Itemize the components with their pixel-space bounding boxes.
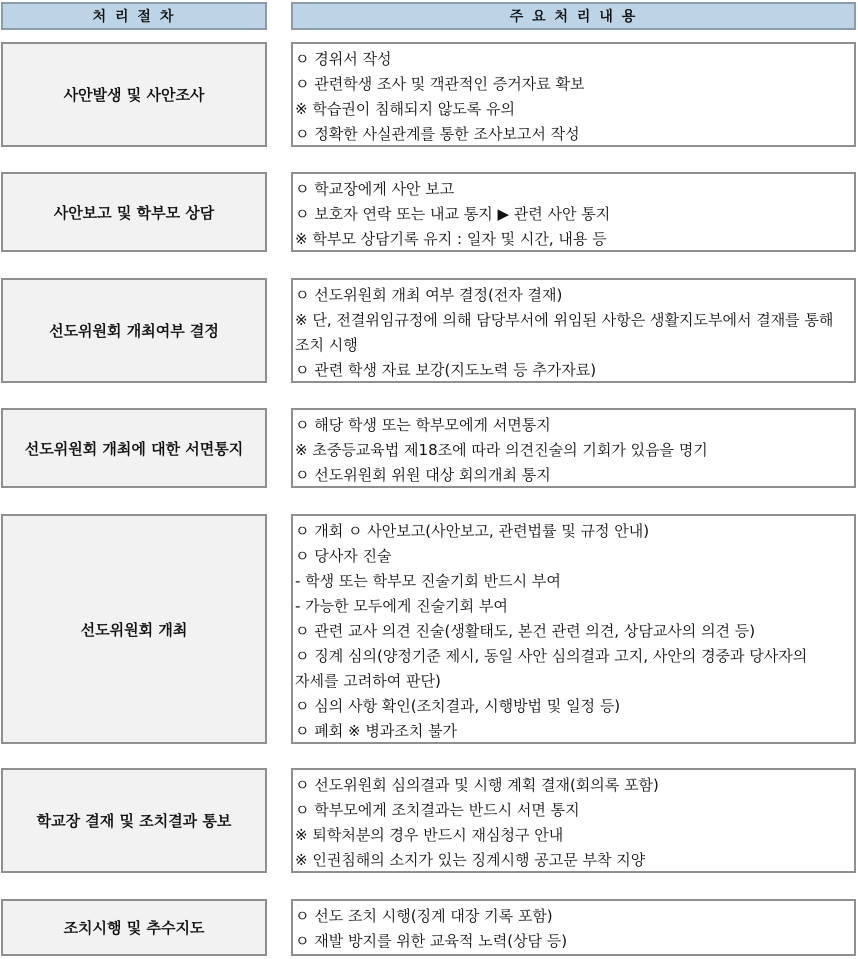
content-line: ㅇ 심의 사항 확인(조치결과, 시행방법 및 일정 등) <box>295 697 621 715</box>
content-incident-investigation <box>291 42 856 147</box>
step-report-consultation: 사안보고 및 학부모 상담 <box>1 172 267 252</box>
content-line: ※ 퇴학처분의 경우 반드시 재심청구 안내 <box>295 826 564 844</box>
content-committee-decision <box>291 278 856 383</box>
content-follow-up <box>291 899 856 956</box>
content-written-notice <box>291 408 856 488</box>
content-line: ㅇ 학교장에게 사안 보고 <box>295 180 455 198</box>
content-line: ※ 인권침해의 소지가 있는 징계시행 공고문 부착 지양 <box>295 851 646 869</box>
content-line: ㅇ 경위서 작성 <box>295 50 392 68</box>
content-line: - 가능한 모두에게 진술기회 부여 <box>295 597 508 615</box>
content-line: ㅇ 선도 조치 시행(징계 대장 기록 포함) <box>295 907 553 925</box>
content-committee-meeting <box>291 514 856 744</box>
content-line: ㅇ 당사자 진술 <box>295 547 392 565</box>
content-report-consultation <box>291 172 856 252</box>
content-line: ㅇ 징계 심의(양정기준 제시, 동일 사안 심의결과 고지, 사안의 경중과 당사자의 자세를 고려하여 판단) <box>295 647 808 690</box>
content-line: ㅇ 선도위원회 위원 대상 회의개최 통지 <box>295 466 551 484</box>
content-header: 주 요 처 리 내 용 <box>291 2 856 30</box>
content-line: ㅇ 선도위원회 개최 여부 결정(전자 결재) <box>295 286 563 304</box>
content-line: ※ 초중등교육법 제18조에 따라 의견진술의 기회가 있음을 명기 <box>295 441 708 459</box>
step-written-notice: 선도위원회 개최에 대한 서면통지 <box>1 408 267 488</box>
content-line: ㅇ 관련 학생 자료 보강(지도노력 등 추가자료) <box>295 361 597 379</box>
step-principal-approval: 학교장 결재 및 조치결과 통보 <box>1 768 267 873</box>
content-line: - 학생 또는 학부모 진술기회 반드시 부여 <box>295 572 561 590</box>
content-principal-approval <box>291 768 856 873</box>
content-line: ㅇ 재발 방지를 위한 교육적 노력(상담 등) <box>295 932 568 950</box>
content-line: ㅇ 선도위원회 심의결과 및 시행 계획 결재(회의록 포함) <box>295 776 659 794</box>
step-committee-meeting: 선도위원회 개최 <box>1 514 267 744</box>
content-line: ※ 학부모 상담기록 유지 : 일자 및 시간, 내용 등 <box>295 230 607 248</box>
content-line: ㅇ 폐회 ※ 병과조치 불가 <box>295 722 458 740</box>
content-line: ㅇ 해당 학생 또는 학부모에게 서면통지 <box>295 416 551 434</box>
content-line: ㅇ 보호자 연락 또는 내교 통지 ▶ 관련 사안 통지 <box>295 205 611 223</box>
content-line: ㅇ 관련 교사 의견 진술(생활태도, 본건 관련 의견, 상담교사의 의견 등) <box>295 622 756 640</box>
step-incident-investigation: 사안발생 및 사안조사 <box>1 42 267 147</box>
content-line: ㅇ 정확한 사실관계를 통한 조사보고서 작성 <box>295 125 580 143</box>
step-committee-decision: 선도위원회 개최여부 결정 <box>1 278 267 383</box>
content-line: ※ 단, 전결위임규정에 의해 담당부서에 위임된 사항은 생활지도부에서 결재를 통해 조치 시행 <box>295 311 834 354</box>
content-line: ※ 학습권이 침해되지 않도록 유의 <box>295 100 516 118</box>
procedure-header: 처 리 절 차 <box>1 2 267 30</box>
step-follow-up: 조치시행 및 추수지도 <box>1 899 267 956</box>
content-line: ㅇ 관련학생 조사 및 객관적인 증거자료 확보 <box>295 75 585 93</box>
content-line: ㅇ 학부모에게 조치결과는 반드시 서면 통지 <box>295 801 580 819</box>
content-line: ㅇ 개회 ㅇ 사안보고(사안보고, 관련법률 및 규정 안내) <box>295 522 650 540</box>
